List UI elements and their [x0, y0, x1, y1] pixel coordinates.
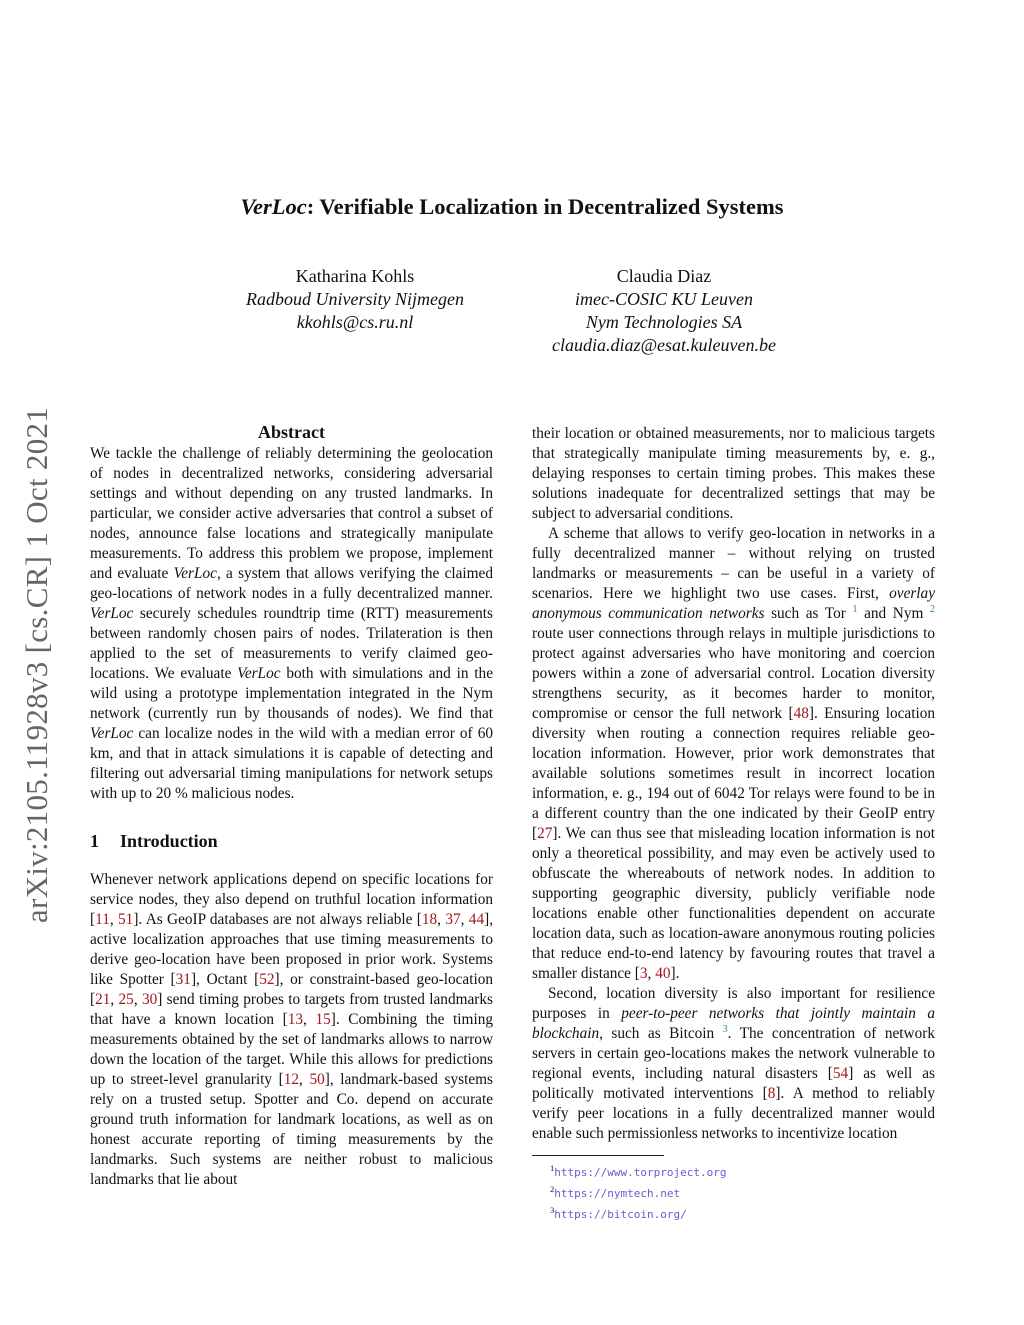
body-paragraph: their location or obtained measurements, nor to malicious targets that strategically manipulate timing measurements by, e. g., delaying responses to certain timing probes. This makes these solutions inadequate for decentralized settings that may be subject to adversarial conditions.: [532, 425, 935, 522]
author-affiliation-2: Nym Technologies SA: [585, 312, 743, 332]
arxiv-sidebar: [16, 370, 58, 960]
abstract-paragraph: We tackle the challenge of reliably determining the geolocation of nodes in decentralized networks, considering adversarial settings and without depending on any trusted landmarks. In particular, we consider active adversaries that control a subset of nodes, announce false locations and strategically manipulate measurements. To address this problem we propose, implement and evaluate VerLoc, a system that allows verifying the claimed geo-locations of network nodes in a fully decentralized manner. VerLoc securely schedules roundtrip time (RTT) measurements between randomly chosen pairs of nodes. Trilateration is then applied to the set of measurements to verify claimed geo-locations. We evaluate VerLoc both with simulations and in the wild using a prototype implementation integrated in the Nym network (currently run by thousands of nodes). We find that VerLoc can localize nodes in the wild with a median error of 60 km, and that in attack simulations it is capable of detecting and filtering out adversarial timing manipulations for network setups with up to 20 % malicious nodes.: [90, 445, 493, 802]
footnote: $^2$https://nymtech.net: [550, 1184, 681, 1200]
body-paragraph: A scheme that allows to verify geo-location in networks in a fully decentralized manner – without relying on trusted landmarks or measurements – can be useful in a variety of scenarios. Here we highlight two use cases. First, overlay anonymous communication networks such as Tor $^1$ and Nym $^2$ route user connections through relays in multiple jurisdictions to protect against adversaries who have monitoring and coercion powers within a zone of adversarial control. Location diversity strengthens security, as it becomes harder to monitor, compromise or censor the full network [48]. Ensuring location diversity when routing a connection requires reliable geo-location information. However, prior work demonstrates that available solutions sometimes result in incorrect location information, e. g., 194 out of 6042 Tor relays were found to be in a different country than the one indicated by their GeoIP entry [27]. We can thus see that misleading location information is not only a theoretical possibility, and may even be actively used to obfuscate the whereabouts of network nodes. In addition to supporting geographic diversity, publicly verifiable node locations enable other functionalities dependent on accurate location data, such as location-aware anonymous routing policies that reduce end-to-end latency by favouring routes that travel a smaller distance [3, 40].: [532, 525, 935, 982]
author-name: Claudia Diaz: [616, 266, 712, 286]
author-name: Katharina Kohls: [295, 266, 415, 286]
author-email[interactable]: claudia.diaz@esat.kuleuven.be: [552, 335, 776, 355]
paper-title: [0, 194, 1024, 220]
right-column: [532, 424, 935, 1144]
footnotes: [550, 1160, 726, 1223]
section-heading-introduction: 1 Introduction: [90, 831, 218, 851]
footnote: $^1$https://www.torproject.org: [550, 1163, 727, 1179]
author-block-2: [484, 265, 844, 357]
footnote-url[interactable]: https://bitcoin.org/: [554, 1208, 687, 1221]
abstract-heading: Abstract: [258, 422, 325, 442]
footnote-ref[interactable]: 2: [930, 603, 935, 615]
title-system-name: VerLoc: [240, 194, 307, 219]
author-affiliation: imec-COSIC KU Leuven: [575, 289, 753, 309]
author-affiliation: Radboud University Nijmegen: [246, 289, 464, 309]
footnote-url[interactable]: https://www.torproject.org: [554, 1166, 727, 1179]
author-email[interactable]: kkohls@cs.ru.nl: [296, 312, 414, 332]
intro-paragraph: Whenever network applications depend on specific locations for service nodes, they also depend on truthful location information [11, 51]. As GeoIP databases are not always reliable [18, 37, 44], active localization approaches that use timing measurements to derive geo-location have been proposed in prior work. Systems like Spotter [31], Octant [52], or constraint-based geo-location [21, 25, 30] send timing probes to targets from trusted landmarks that have a known location [13, 15]. Combining the timing measurements obtained by the set of landmarks allows to narrow down the location of the target. While this allows for predictions up to street-level granularity [12, 50], landmark-based systems rely on a trusted setup. Spotter and Co. depend on accurate ground truth information for landmark locations, as well as on honest accurate reporting of timing measurements by the landmarks. Such systems are neither robust to malicious landmarks that lie about: [90, 871, 494, 1188]
left-column: [90, 422, 493, 1190]
footnote: $^3$https://bitcoin.org/: [550, 1205, 687, 1221]
footnote-url[interactable]: https://nymtech.net: [554, 1187, 681, 1200]
footnote-ref[interactable]: 3: [722, 1023, 728, 1035]
footnote-separator: [532, 1155, 664, 1156]
footnote-ref[interactable]: 1: [852, 603, 858, 615]
title-rest: : Verifiable Localization in Decentralized Systems: [306, 194, 784, 219]
arxiv-identifier: arXiv:2105.11928v3 [cs.CR] 1 Oct 2021: [19, 406, 54, 924]
author-block-1: [175, 265, 535, 334]
body-paragraph: Second, location diversity is also important for resilience purposes in peer-to-peer networks that jointly maintain a blockchain, such as Bitcoin $^3$. The concentration of network servers in certain geo-locations makes the network vulnerable to regional events, including natural disasters [54] as well as politically motivated interventions [8]. A method to reliably verify peer locations in a fully decentralized manner would enable such permissionless networks to incentivize location: [532, 985, 936, 1142]
